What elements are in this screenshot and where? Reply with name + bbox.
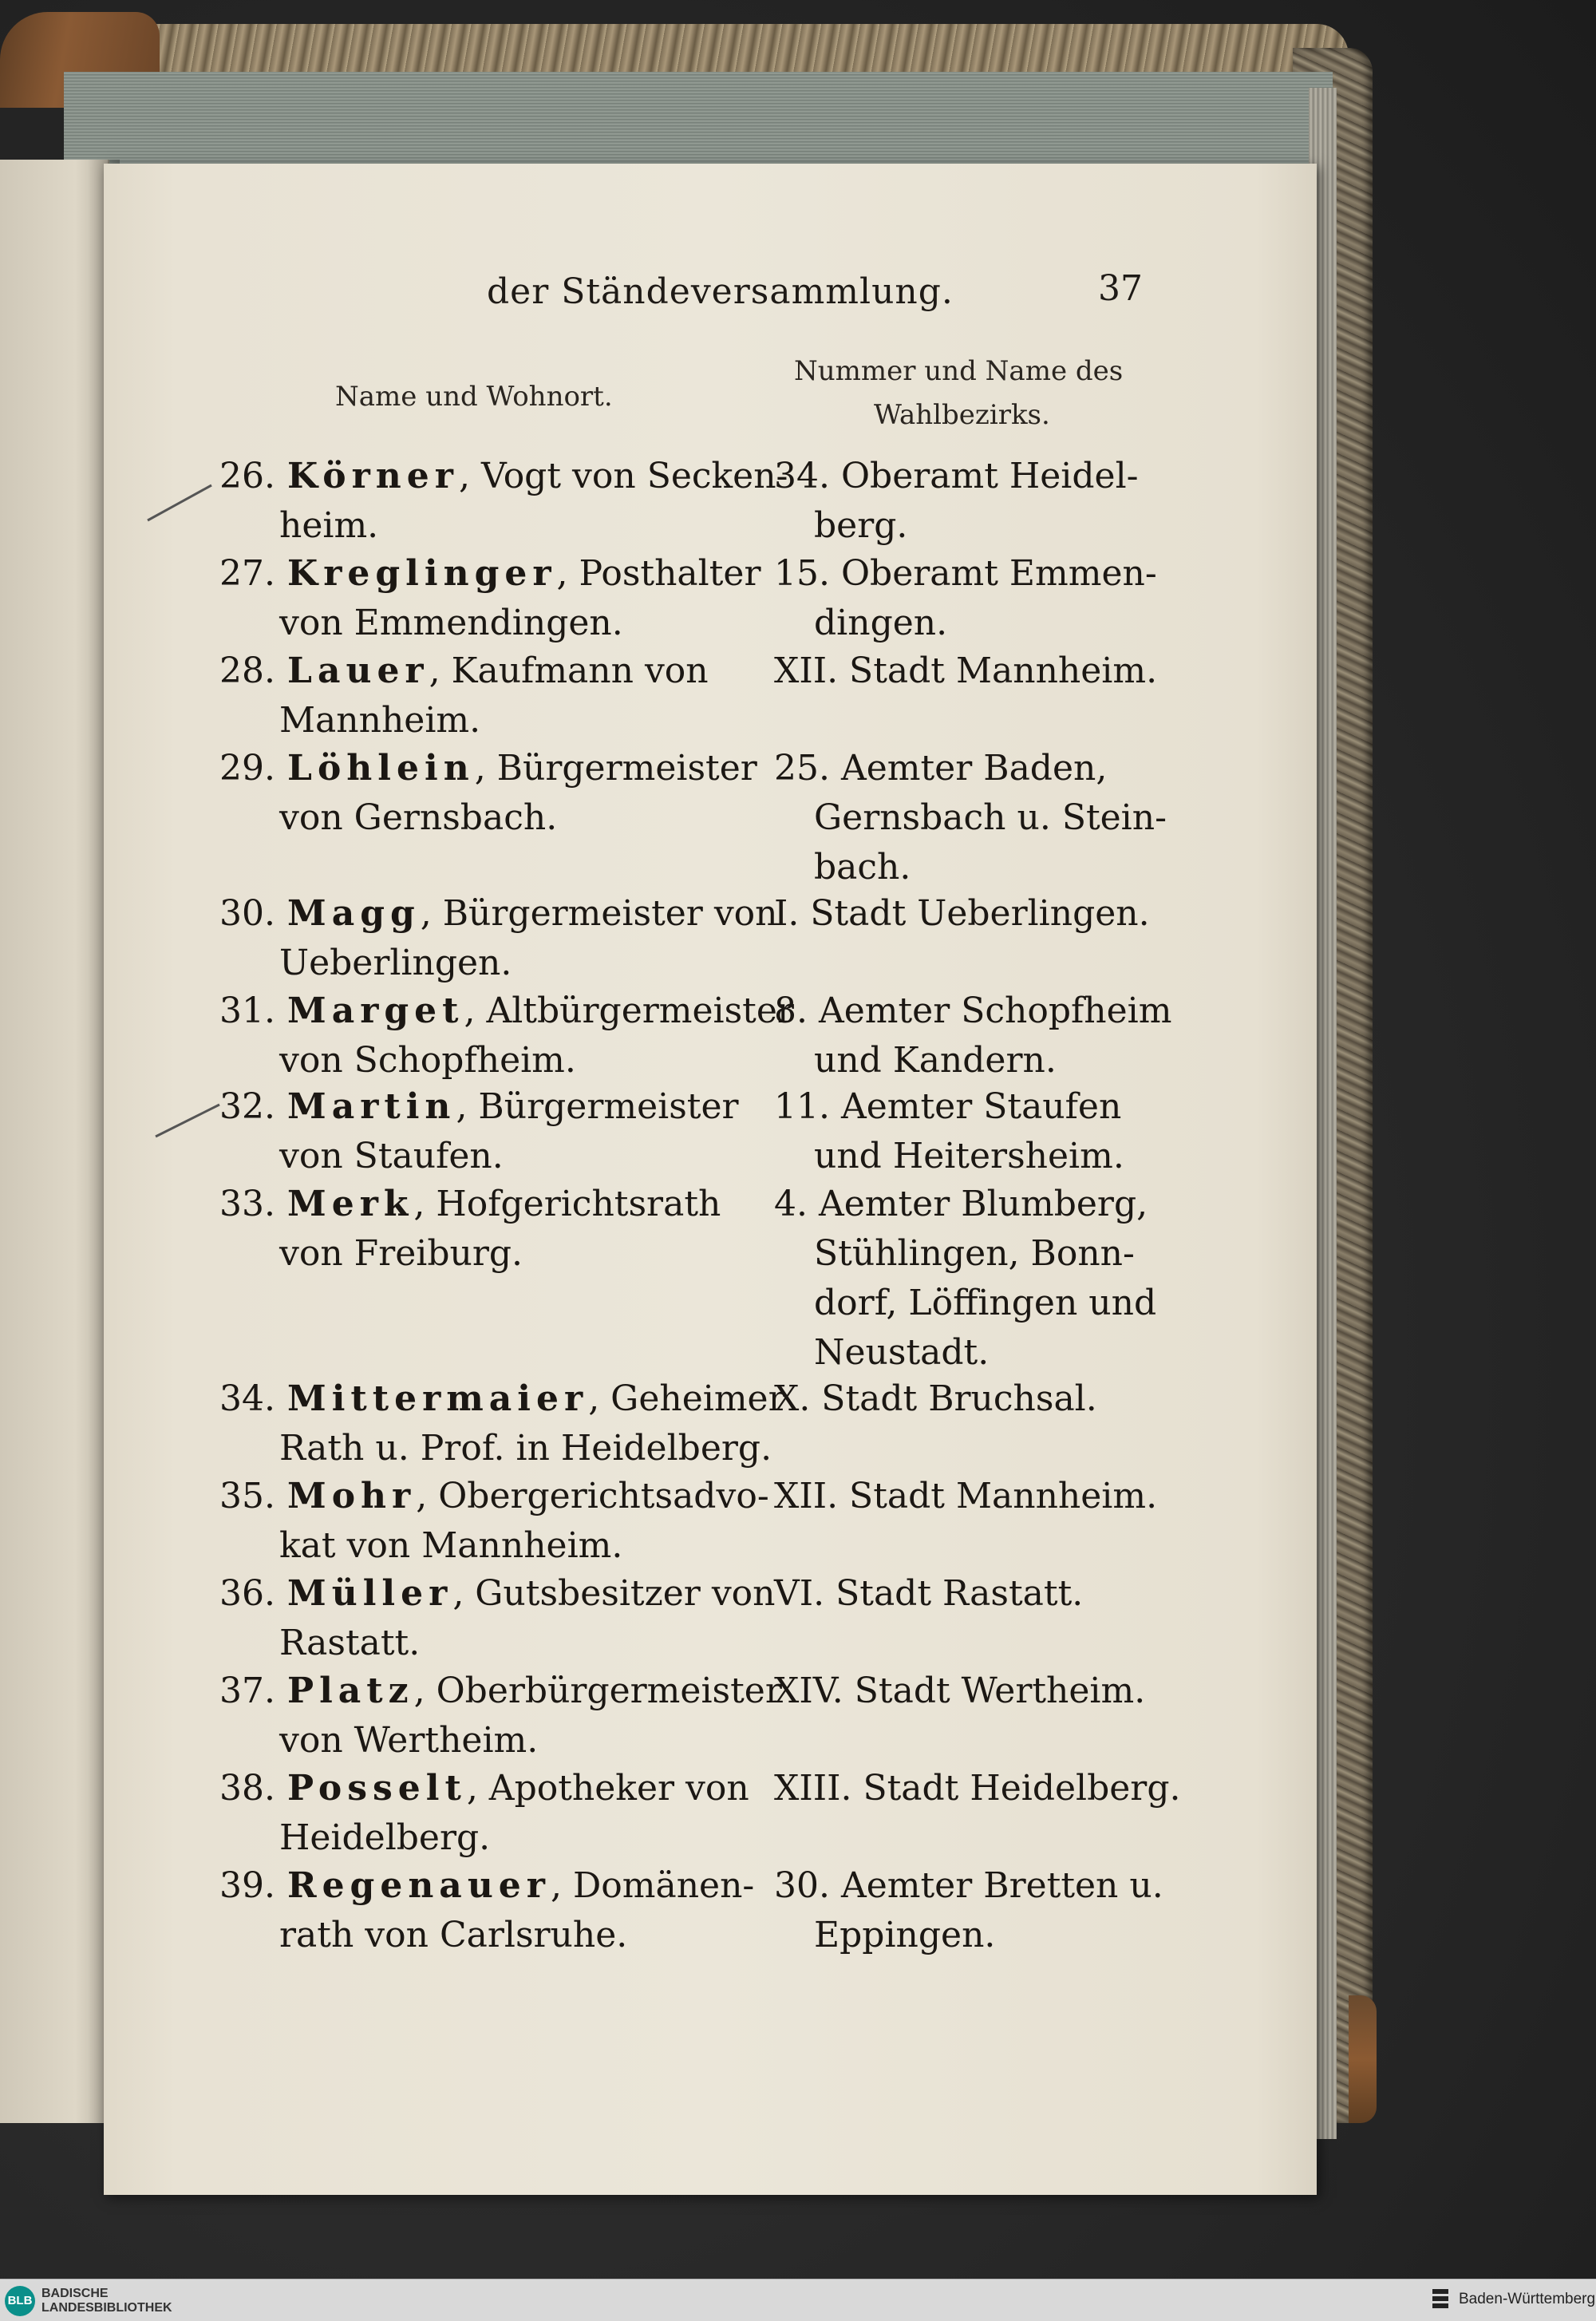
entry-number: 34. xyxy=(219,1378,275,1419)
baden-wuerttemberg-icon xyxy=(1430,2287,1451,2313)
list-item xyxy=(219,1374,1161,1470)
entry-number: 30. xyxy=(219,893,275,934)
list-item xyxy=(219,1569,1161,1665)
column-heading-right-line1: Nummer und Name des xyxy=(794,355,1124,387)
district-line3: dorf, Löffingen und xyxy=(814,1283,1157,1323)
entry-line1 xyxy=(287,1374,785,1424)
entry-line2: von Emmendingen. xyxy=(279,603,623,643)
entry-line1 xyxy=(287,1569,776,1619)
entry-description: , Vogt von Secken- xyxy=(458,456,788,496)
entry-line1 xyxy=(287,1472,769,1521)
entry-line2: Mannheim. xyxy=(279,700,481,741)
district-line4: Neustadt. xyxy=(814,1332,990,1373)
entry-line2: kat von Mannheim. xyxy=(279,1525,623,1566)
library-name-line2: LANDESBIBLIOTHEK xyxy=(41,2301,172,2315)
entry-line2: Heidelberg. xyxy=(279,1817,491,1858)
entry-description: , Domänen- xyxy=(551,1865,755,1906)
entry-name: Posselt xyxy=(287,1768,467,1809)
entry-line2: Ueberlingen. xyxy=(279,943,512,983)
entry-number: 28. xyxy=(219,650,275,691)
entry-line1 xyxy=(287,889,778,939)
entry-number: 32. xyxy=(219,1086,275,1127)
list-item xyxy=(219,889,1161,985)
entry-line2: von Freiburg. xyxy=(279,1233,523,1274)
book-cover-corner xyxy=(1349,1995,1377,2123)
entry-name: Müller xyxy=(287,1573,453,1614)
library-name[interactable] xyxy=(41,2287,172,2315)
list-item xyxy=(219,1082,1161,1178)
district-line1: I. Stadt Ueberlingen. xyxy=(774,893,1150,934)
district-line2: Stühlingen, Bonn- xyxy=(814,1233,1135,1274)
entry-line1 xyxy=(287,1082,739,1132)
entry-name: Körner xyxy=(287,456,459,496)
entry-line1 xyxy=(287,987,794,1036)
entry-line2: Rath u. Prof. in Heidelberg. xyxy=(279,1428,772,1469)
entry-description: , Oberbürgermeister xyxy=(413,1671,782,1711)
library-name-line1: BADISCHE xyxy=(41,2287,109,2300)
district-line1: 25. Aemter Baden, xyxy=(774,748,1108,789)
column-heading-right-line2: Wahlbezirks. xyxy=(874,399,1050,431)
list-item xyxy=(219,1667,1161,1762)
viewer-footer xyxy=(0,2279,1596,2321)
district-line1: XII. Stadt Mannheim. xyxy=(774,1476,1158,1516)
entry-description: , Posthalter xyxy=(556,553,761,594)
entry-description: , Obergerichtsadvo- xyxy=(416,1476,769,1516)
entry-name: Lauer xyxy=(287,650,429,691)
state-name[interactable]: Baden-Württemberg xyxy=(1459,2291,1596,2307)
entry-description: , Bürgermeister von xyxy=(420,893,778,934)
entry-line2: von Schopfheim. xyxy=(279,1040,576,1081)
entry-line1 xyxy=(287,1764,749,1813)
list-item xyxy=(219,987,1172,1082)
page-number: 37 xyxy=(1098,268,1143,309)
entry-number: 29. xyxy=(219,748,275,789)
district-line2: und Kandern. xyxy=(814,1040,1057,1081)
entry-number: 38. xyxy=(219,1768,275,1809)
district-line2: Eppingen. xyxy=(814,1915,996,1955)
district-line2: berg. xyxy=(814,505,908,546)
entry-number: 31. xyxy=(219,990,275,1031)
list-item xyxy=(219,1180,1161,1371)
entry-name: Merk xyxy=(287,1184,414,1224)
district-line1: XIV. Stadt Wertheim. xyxy=(774,1671,1146,1711)
entry-description: , Bürgermeister xyxy=(474,748,757,789)
entry-name: Magg xyxy=(287,893,421,934)
entry-line2: von Staufen. xyxy=(279,1136,504,1176)
pencil-mark xyxy=(152,1095,223,1143)
entry-number: 36. xyxy=(219,1573,275,1614)
district-line3: bach. xyxy=(814,847,911,888)
entry-line1 xyxy=(287,1180,721,1229)
district-line1: 30. Aemter Bretten u. xyxy=(774,1865,1163,1906)
list-item xyxy=(219,646,1161,742)
entry-description: , Gutsbesitzer von xyxy=(452,1573,776,1614)
list-item xyxy=(219,1472,1161,1568)
list-item xyxy=(219,1764,1181,1860)
entry-line2: von Wertheim. xyxy=(279,1720,539,1761)
entry-name: Platz xyxy=(287,1671,414,1711)
entry-name: Kreglinger xyxy=(287,553,557,594)
entry-number: 37. xyxy=(219,1671,275,1711)
district-line1: 15. Oberamt Emmen- xyxy=(774,553,1157,594)
entry-line2: Rastatt. xyxy=(279,1623,421,1663)
district-line2: dingen. xyxy=(814,603,948,643)
entry-number: 35. xyxy=(219,1476,275,1516)
entry-line1 xyxy=(287,549,761,599)
entry-name: Löhlein xyxy=(287,748,475,789)
district-line1: 8. Aemter Schopfheim xyxy=(774,990,1172,1031)
entry-name: Martin xyxy=(287,1086,456,1127)
entry-number: 39. xyxy=(219,1865,275,1906)
district-line1: 34. Oberamt Heidel- xyxy=(774,456,1139,496)
pencil-mark xyxy=(144,479,215,527)
entry-line1 xyxy=(287,646,709,696)
entry-number: 26. xyxy=(219,456,275,496)
blb-logo-icon[interactable]: BLB xyxy=(5,2286,35,2316)
entry-line2: heim. xyxy=(279,505,379,546)
entry-name: Marget xyxy=(287,990,464,1031)
entry-description: , Altbürgermeister xyxy=(464,990,794,1031)
entry-description: , Kaufmann von xyxy=(429,650,709,691)
entry-number: 33. xyxy=(219,1184,275,1224)
district-line1: XII. Stadt Mannheim. xyxy=(774,650,1158,691)
entry-description: , Apotheker von xyxy=(466,1768,749,1809)
entry-line1 xyxy=(287,1667,782,1716)
district-line1: XIII. Stadt Heidelberg. xyxy=(774,1768,1181,1809)
entry-line2: rath von Carlsruhe. xyxy=(279,1915,628,1955)
entry-description: , Geheimer xyxy=(588,1378,785,1419)
entry-name: Mohr xyxy=(287,1476,417,1516)
entry-name: Regenauer xyxy=(287,1865,551,1906)
list-item xyxy=(219,744,1167,888)
district-line1: 4. Aemter Blumberg, xyxy=(774,1184,1148,1224)
entry-line1 xyxy=(287,452,788,501)
entry-description: , Bürgermeister xyxy=(456,1086,739,1127)
entry-line2: von Gernsbach. xyxy=(279,797,558,838)
district-line1: X. Stadt Bruchsal. xyxy=(774,1378,1097,1419)
entry-line1 xyxy=(287,1861,754,1911)
page-block-edge xyxy=(64,72,1333,174)
district-line1: 11. Aemter Staufen xyxy=(774,1086,1122,1127)
list-item xyxy=(219,549,1161,645)
list-item xyxy=(219,452,1161,548)
entry-description: , Hofgerichtsrath xyxy=(413,1184,721,1224)
entry-number: 27. xyxy=(219,553,275,594)
column-heading-left: Name und Wohnort. xyxy=(335,381,613,413)
district-line1: VI. Stadt Rastatt. xyxy=(774,1573,1084,1614)
entry-line1 xyxy=(287,744,757,793)
entry-name: Mittermaier xyxy=(287,1378,589,1419)
running-header: der Ständeversammlung. xyxy=(487,271,954,312)
district-line2: Gernsbach u. Stein- xyxy=(814,797,1167,838)
district-line2: und Heitersheim. xyxy=(814,1136,1124,1176)
list-item xyxy=(219,1861,1161,1957)
